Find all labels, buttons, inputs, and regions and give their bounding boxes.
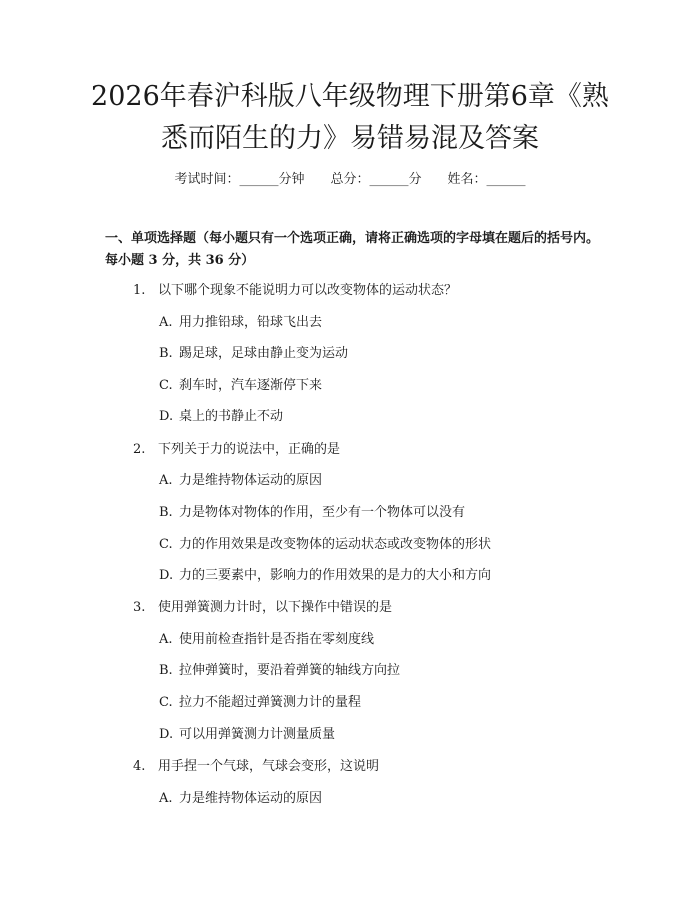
- page-title: [60, 76, 640, 160]
- option-text: 力是物体对物体的作用，至少有一个物体可以没有: [179, 505, 466, 520]
- option-letter: C.: [159, 695, 173, 710]
- question-1-option-c: [159, 376, 322, 396]
- question-1-option-a: [159, 313, 322, 333]
- question-text: 以下哪个现象不能说明力可以改变物体的运动状态？: [158, 283, 458, 298]
- question-1-option-d: [159, 407, 283, 427]
- option-letter: D.: [159, 568, 174, 583]
- question-2-option-b: [159, 503, 465, 523]
- question-number: 3.: [133, 600, 146, 615]
- question-4: [133, 757, 379, 777]
- option-letter: A.: [159, 473, 173, 488]
- student-name-label: 姓名：______: [447, 172, 526, 187]
- option-text: 拉力不能超过弹簧测力计的量程: [179, 695, 362, 710]
- option-letter: D.: [159, 409, 174, 424]
- question-text: 用手捏一个气球，气球会变形，这说明: [158, 759, 380, 774]
- total-score-label: 总分：______分: [330, 172, 422, 187]
- option-text: 拉伸弹簧时，要沿着弹簧的轴线方向拉: [179, 663, 401, 678]
- option-letter: B.: [159, 505, 173, 520]
- question-number: 1.: [133, 283, 146, 298]
- option-letter: A.: [159, 315, 173, 330]
- question-3-option-c: [159, 693, 361, 713]
- question-1-option-b: [159, 344, 348, 364]
- question-text: 下列关于力的说法中，正确的是: [158, 442, 341, 457]
- option-letter: B.: [159, 663, 173, 678]
- question-2-option-c: [159, 535, 491, 555]
- option-text: 用力推铅球，铅球飞出去: [179, 315, 323, 330]
- question-2: [133, 440, 340, 460]
- title-line-1: 2026年春沪科版八年级物理下册第6章《熟: [91, 81, 609, 112]
- question-number: 4.: [133, 759, 146, 774]
- option-letter: D.: [159, 727, 174, 742]
- question-3: [133, 598, 392, 618]
- option-text: 踢足球，足球由静止变为运动: [179, 346, 349, 361]
- option-text: 力是维持物体运动的原因: [179, 473, 323, 488]
- option-letter: A.: [159, 632, 173, 647]
- title-line-2: 悉而陌生的力》易错易混及答案: [161, 123, 539, 154]
- option-letter: B.: [159, 346, 173, 361]
- exam-meta: [0, 168, 700, 187]
- question-4-option-a: [159, 789, 322, 809]
- option-letter: A.: [159, 791, 173, 806]
- option-text: 使用前检查指针是否指在零刻度线: [179, 632, 375, 647]
- question-1: [133, 281, 457, 301]
- section-heading: 一、单项选择题（每小题只有一个选项正确，请将正确选项的字母填在题后的括号内。每小题 3 分，共 36 分）: [105, 231, 600, 268]
- question-3-option-b: [159, 661, 400, 681]
- option-text: 力是维持物体运动的原因: [179, 791, 323, 806]
- question-3-option-d: [159, 725, 335, 745]
- option-text: 刹车时，汽车逐渐停下来: [179, 378, 323, 393]
- option-text: 桌上的书静止不动: [179, 409, 284, 424]
- option-letter: C.: [159, 378, 173, 393]
- question-text: 使用弹簧测力计时，以下操作中错误的是: [158, 600, 393, 615]
- question-2-option-d: [159, 566, 491, 586]
- question-2-option-a: [159, 471, 322, 491]
- option-letter: C.: [159, 537, 173, 552]
- option-text: 力的作用效果是改变物体的运动状态或改变物体的形状: [179, 537, 492, 552]
- question-3-option-a: [159, 630, 374, 650]
- option-text: 可以用弹簧测力计测量质量: [179, 727, 336, 742]
- option-text: 力的三要素中，影响力的作用效果的是力的大小和方向: [179, 568, 492, 583]
- exam-time-label: 考试时间：______分钟: [174, 172, 305, 187]
- question-number: 2.: [133, 442, 146, 457]
